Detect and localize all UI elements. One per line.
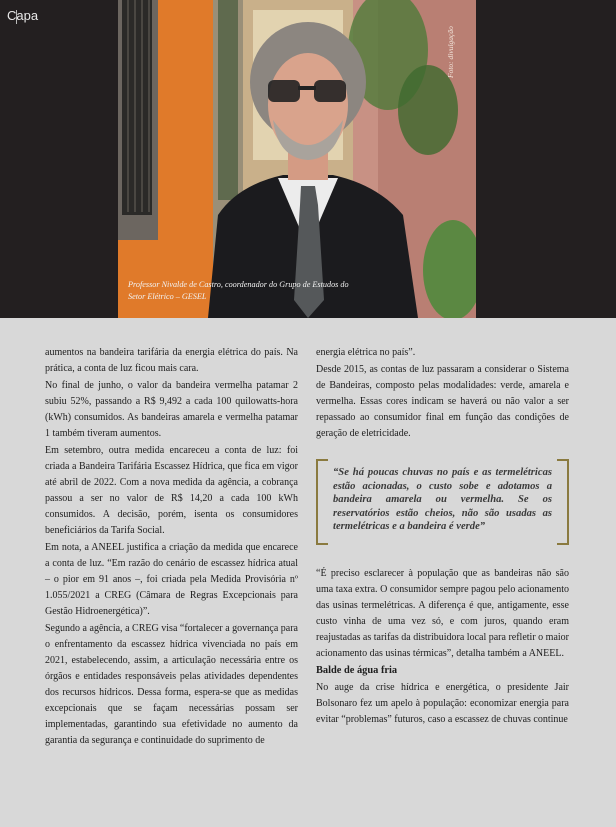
paragraph: “É preciso esclarecer à população que as bandeiras não são uma taxa extra. O consumidor sempre pagou pelo acionamento das usinas termelétricas. A diferença é que, antigamente, esse custo vinha de uma vez só, e com juros, quando eram reajustadas as tarifas da distribuidora local para refletir o maior acionamento das usinas térmicas”, detalha também a ANEEL. — [316, 568, 569, 659]
pull-quote-text: “Se há poucas chuvas no país e as termelétricas estão acionadas, o custo sobe e adotamos a bandeira amarela ou vermelha. Se os reservatórios estão cheios, não são usadas as termelétricas e a bandeira é verde” — [333, 467, 552, 532]
quote-bracket-right — [557, 459, 569, 545]
right-column — [316, 345, 569, 729]
paragraph: Desde 2015, as contas de luz passaram a considerar o Sistema de Bandeiras, composto pelas modalidades: verde, amarela e vermelha. Essas cores indicam se haverá ou não valor a ser repassado ao consumidor final em função das condições de geração de eletricidade. — [316, 364, 569, 439]
paragraph: No final de junho, o valor da bandeira vermelha patamar 2 subiu 52%, passando a R$ 9,492 a cada 100 quilowatts-hora (kWh) consumidos. As bandeiras amarela e vermelha patamar 1 também tiveram aumentos. — [45, 380, 298, 439]
paragraph: Em nota, a ANEEL justifica a criação da medida que encarece a conta de luz. “Em razão do cenário de escassez hídrica atual – o pior em 91 anos –, foi criada pela Medida Provisória nº 1.055/2021 a CREG (Câmara de Regras Excepcionais para Gestão Hidroenergética)”. — [45, 542, 298, 617]
paragraph: Segundo a agência, a CREG visa “fortalecer a governança para o enfrentamento da escassez hídrica vivenciada no país em 2021, estabelecendo, assim, a articulação necessária entre os órgãos e entidades responsáveis pelas atividades dependentes dos recursos hídricos. Dessa forma, espera-se que as medidas excepcionais que se façam necessárias possam ser implementadas, garantindo sua efetividade no aumento da garantia da segurança e continuidade do suprimento de — [45, 623, 298, 746]
pull-quote — [316, 459, 569, 545]
quote-bracket-left — [316, 459, 328, 545]
photo-caption: Professor Nivalde de Castro, coordenador do Grupo de Estudos do Setor Elétrico – GESEL — [128, 280, 349, 301]
subheading: Balde de água fria — [316, 665, 398, 676]
left-column — [45, 345, 298, 750]
paragraph: aumentos na bandeira tarifária da energia elétrica do país. Na prática, a conta de luz ficou mais cara. — [45, 347, 298, 374]
paragraph: energia elétrica no país”. — [316, 347, 416, 358]
section-label: Capa — [7, 8, 39, 23]
paragraph: Em setembro, outra medida encareceu a conta de luz: foi criada a Bandeira Tarifária Escassez Hídrica, que fica em vigor até abril de 2022. Com a nova medida da agência, a cobrança passou a ser no valor de R$ 14,20 a cada 100 kWh consumidos. A decisão, porém, isenta os consumidores beneficiários da Tarifa Social. — [45, 445, 298, 536]
portrait-photo — [118, 0, 476, 318]
photo-credit: Foto: divulgação — [446, 26, 455, 78]
paragraph: No auge da crise hídrica e energética, o presidente Jair Bolsonaro fez um apelo à população: economizar energia para evitar “problemas” futuros, caso a escassez de chuvas continue — [316, 682, 569, 725]
